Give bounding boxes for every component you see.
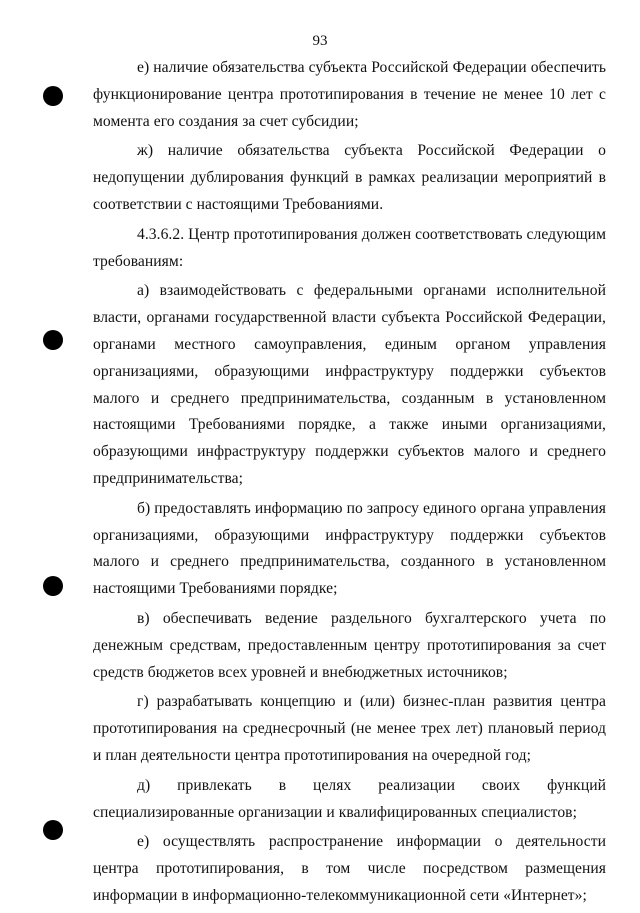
document-body xyxy=(93,55,606,913)
punch-hole-2 xyxy=(43,330,63,350)
paragraph-g-concept: г) разрабатывать концепцию и (или) бизнес-план развития центра прототипирования на среднесрочный (не менее трех лет) плановый период и план деятельности центра прототипирования на очередной год; xyxy=(93,693,606,764)
paragraph-b-information: б) предоставлять информацию по запросу единого органа управления организациями, образующими инфраструктуру поддержки субъектов малого и среднего предпринимательства, созданного в установленном настоящими Требованиями порядке; xyxy=(93,499,606,598)
paragraph-e-dissemination: е) осуществлять распространение информации о деятельности центра прототипирования, в том числе посредством размещения информации в информационно-телекоммуникационной сети «Интернет»; xyxy=(93,833,606,904)
paragraph-a-interaction: а) взаимодействовать с федеральными органами исполнительной власти, органами государственной власти субъекта Российской Федерации, органами местного самоуправления, единым органом управления организациями, образующими инфраструктуру поддержки субъектов малого и среднего предпринимательства, созданным в установленном настоящими Требованиями порядке, а также иными организациями, образующими инфраструктуру поддержки субъектов малого и среднего предпринимательства; xyxy=(93,282,606,487)
punch-hole-1 xyxy=(43,86,63,106)
paragraph-e-subsidy: е) наличие обязательства субъекта Российской Федерации обеспечить функционирование центра прототипирования в течение не менее 10 лет с момента его создания за счет субсидии; xyxy=(93,59,606,130)
paragraph-v-accounting: в) обеспечивать ведение раздельного бухгалтерского учета по денежным средствам, предоставленным центру прототипирования за счет средств бюджетов всех уровней и внебюджетных источников; xyxy=(93,609,606,681)
punch-hole-3 xyxy=(43,576,63,596)
punch-hole-4 xyxy=(43,820,63,840)
paragraph-zh-duplication: ж) наличие обязательства субъекта Российской Федерации о недопущении дублирования функций в рамках реализации мероприятий в соответствии с настоящими Требованиями. xyxy=(93,142,606,213)
page-number: 93 xyxy=(312,33,328,49)
paragraph-d-specialists: д) привлекать в целях реализации своих функций специализированные организации и квалифицированных специалистов; xyxy=(93,776,606,821)
paragraph-4-3-6-2: 4.3.6.2. Центр прототипирования должен соответствовать следующим требованиям: xyxy=(93,225,606,270)
